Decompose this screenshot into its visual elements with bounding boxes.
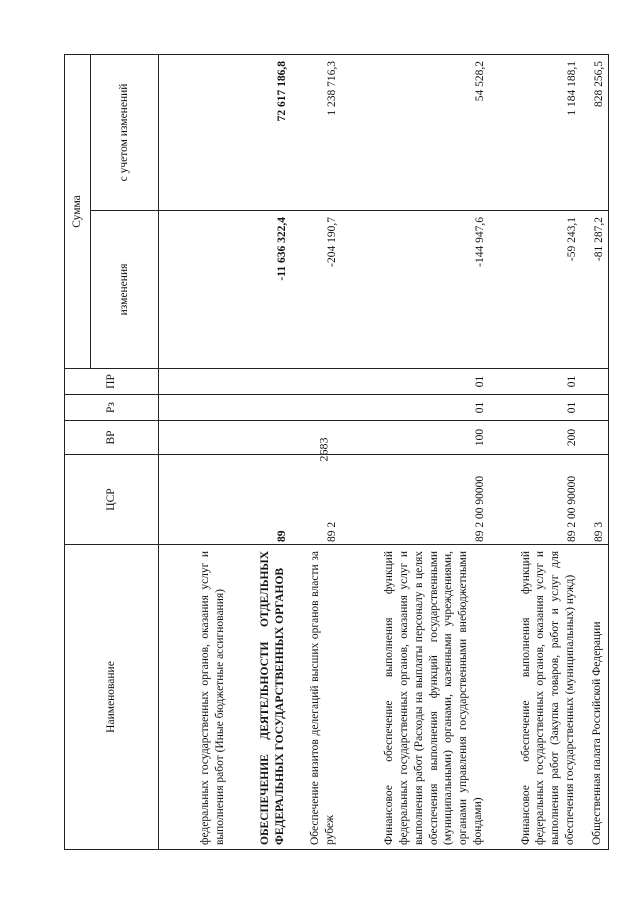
row-csr	[159, 455, 231, 545]
header-sum: Сумма	[65, 54, 91, 368]
row-changes: -204 190,7	[291, 211, 341, 369]
header-with-changes: с учетом изменений	[91, 54, 159, 210]
row-pr	[581, 369, 609, 395]
header-rz: Рз	[65, 395, 159, 421]
budget-table	[64, 54, 609, 850]
row-rz	[159, 395, 231, 421]
header-pr: ПР	[65, 369, 159, 395]
row-changes: -11 636 322,4	[231, 211, 291, 369]
row-pr: 01	[489, 369, 581, 395]
row-total: 54 528,2	[341, 54, 489, 210]
row-name: Обеспечение визитов делегаций высших органов власти за рубеж	[291, 545, 341, 850]
row-vr	[231, 421, 291, 455]
row-csr: 89 2 00 90000	[489, 455, 581, 545]
row-csr: 89 3	[581, 455, 609, 545]
rotated-table-container	[64, 55, 606, 850]
row-total: 1 238 716,3	[291, 54, 341, 210]
row-vr	[291, 421, 341, 455]
row-name: федеральных государственных органов, оказания услуг и выполнения работ (Иные бюджетные ассигнования)	[159, 545, 231, 850]
row-vr: 200	[489, 421, 581, 455]
row-rz	[231, 395, 291, 421]
row-changes: -81 287,2	[581, 211, 609, 369]
row-total: 1 184 188,1	[489, 54, 581, 210]
row-name: Финансовое обеспечение выполнения функций федеральных государственных органов, оказания услуг и выполнения работ (Закупка товаров, работ и услуг для обеспечения государственных (муниципальных) нужд)	[489, 545, 581, 850]
row-changes: -59 243,1	[489, 211, 581, 369]
header-name: Наименование	[65, 545, 159, 850]
row-vr	[159, 421, 231, 455]
row-changes	[159, 211, 231, 369]
row-pr	[159, 369, 231, 395]
row-rz: 01	[489, 395, 581, 421]
row-name: ОБЕСПЕЧЕНИЕ ДЕЯТЕЛЬНОСТИ ОТДЕЛЬНЫХ ФЕДЕРАЛЬНЫХ ГОСУДАРСТВЕННЫХ ОРГАНОВ	[231, 545, 291, 850]
row-rz	[291, 395, 341, 421]
row-vr	[581, 421, 609, 455]
row-changes: -144 947,6	[341, 211, 489, 369]
header-vr: ВР	[65, 421, 159, 455]
row-pr	[291, 369, 341, 395]
row-total	[159, 54, 231, 210]
row-csr: 89 2	[291, 455, 341, 545]
header-csr: ЦСР	[65, 455, 159, 545]
row-total: 828 256,5	[581, 54, 609, 210]
row-rz	[581, 395, 609, 421]
row-vr: 100	[341, 421, 489, 455]
row-total: 72 617 186,8	[231, 54, 291, 210]
header-changes: изменения	[91, 211, 159, 369]
row-name: Общественная палата Российской Федерации	[581, 545, 609, 850]
row-pr	[231, 369, 291, 395]
row-name: Финансовое обеспечение выполнения функций федеральных государственных органов, оказания услуг и выполнения работ (Расходы на выплаты персоналу в целях обеспечения выполнения функций государственными (муниципальными) органами, казенными учреждениями, органами управления государственными внебюджетными фондами)	[341, 545, 489, 850]
row-pr: 01	[341, 369, 489, 395]
page-number: 2683	[316, 437, 331, 462]
row-csr: 89 2 00 90000	[341, 455, 489, 545]
row-rz: 01	[341, 395, 489, 421]
row-csr: 89	[231, 455, 291, 545]
